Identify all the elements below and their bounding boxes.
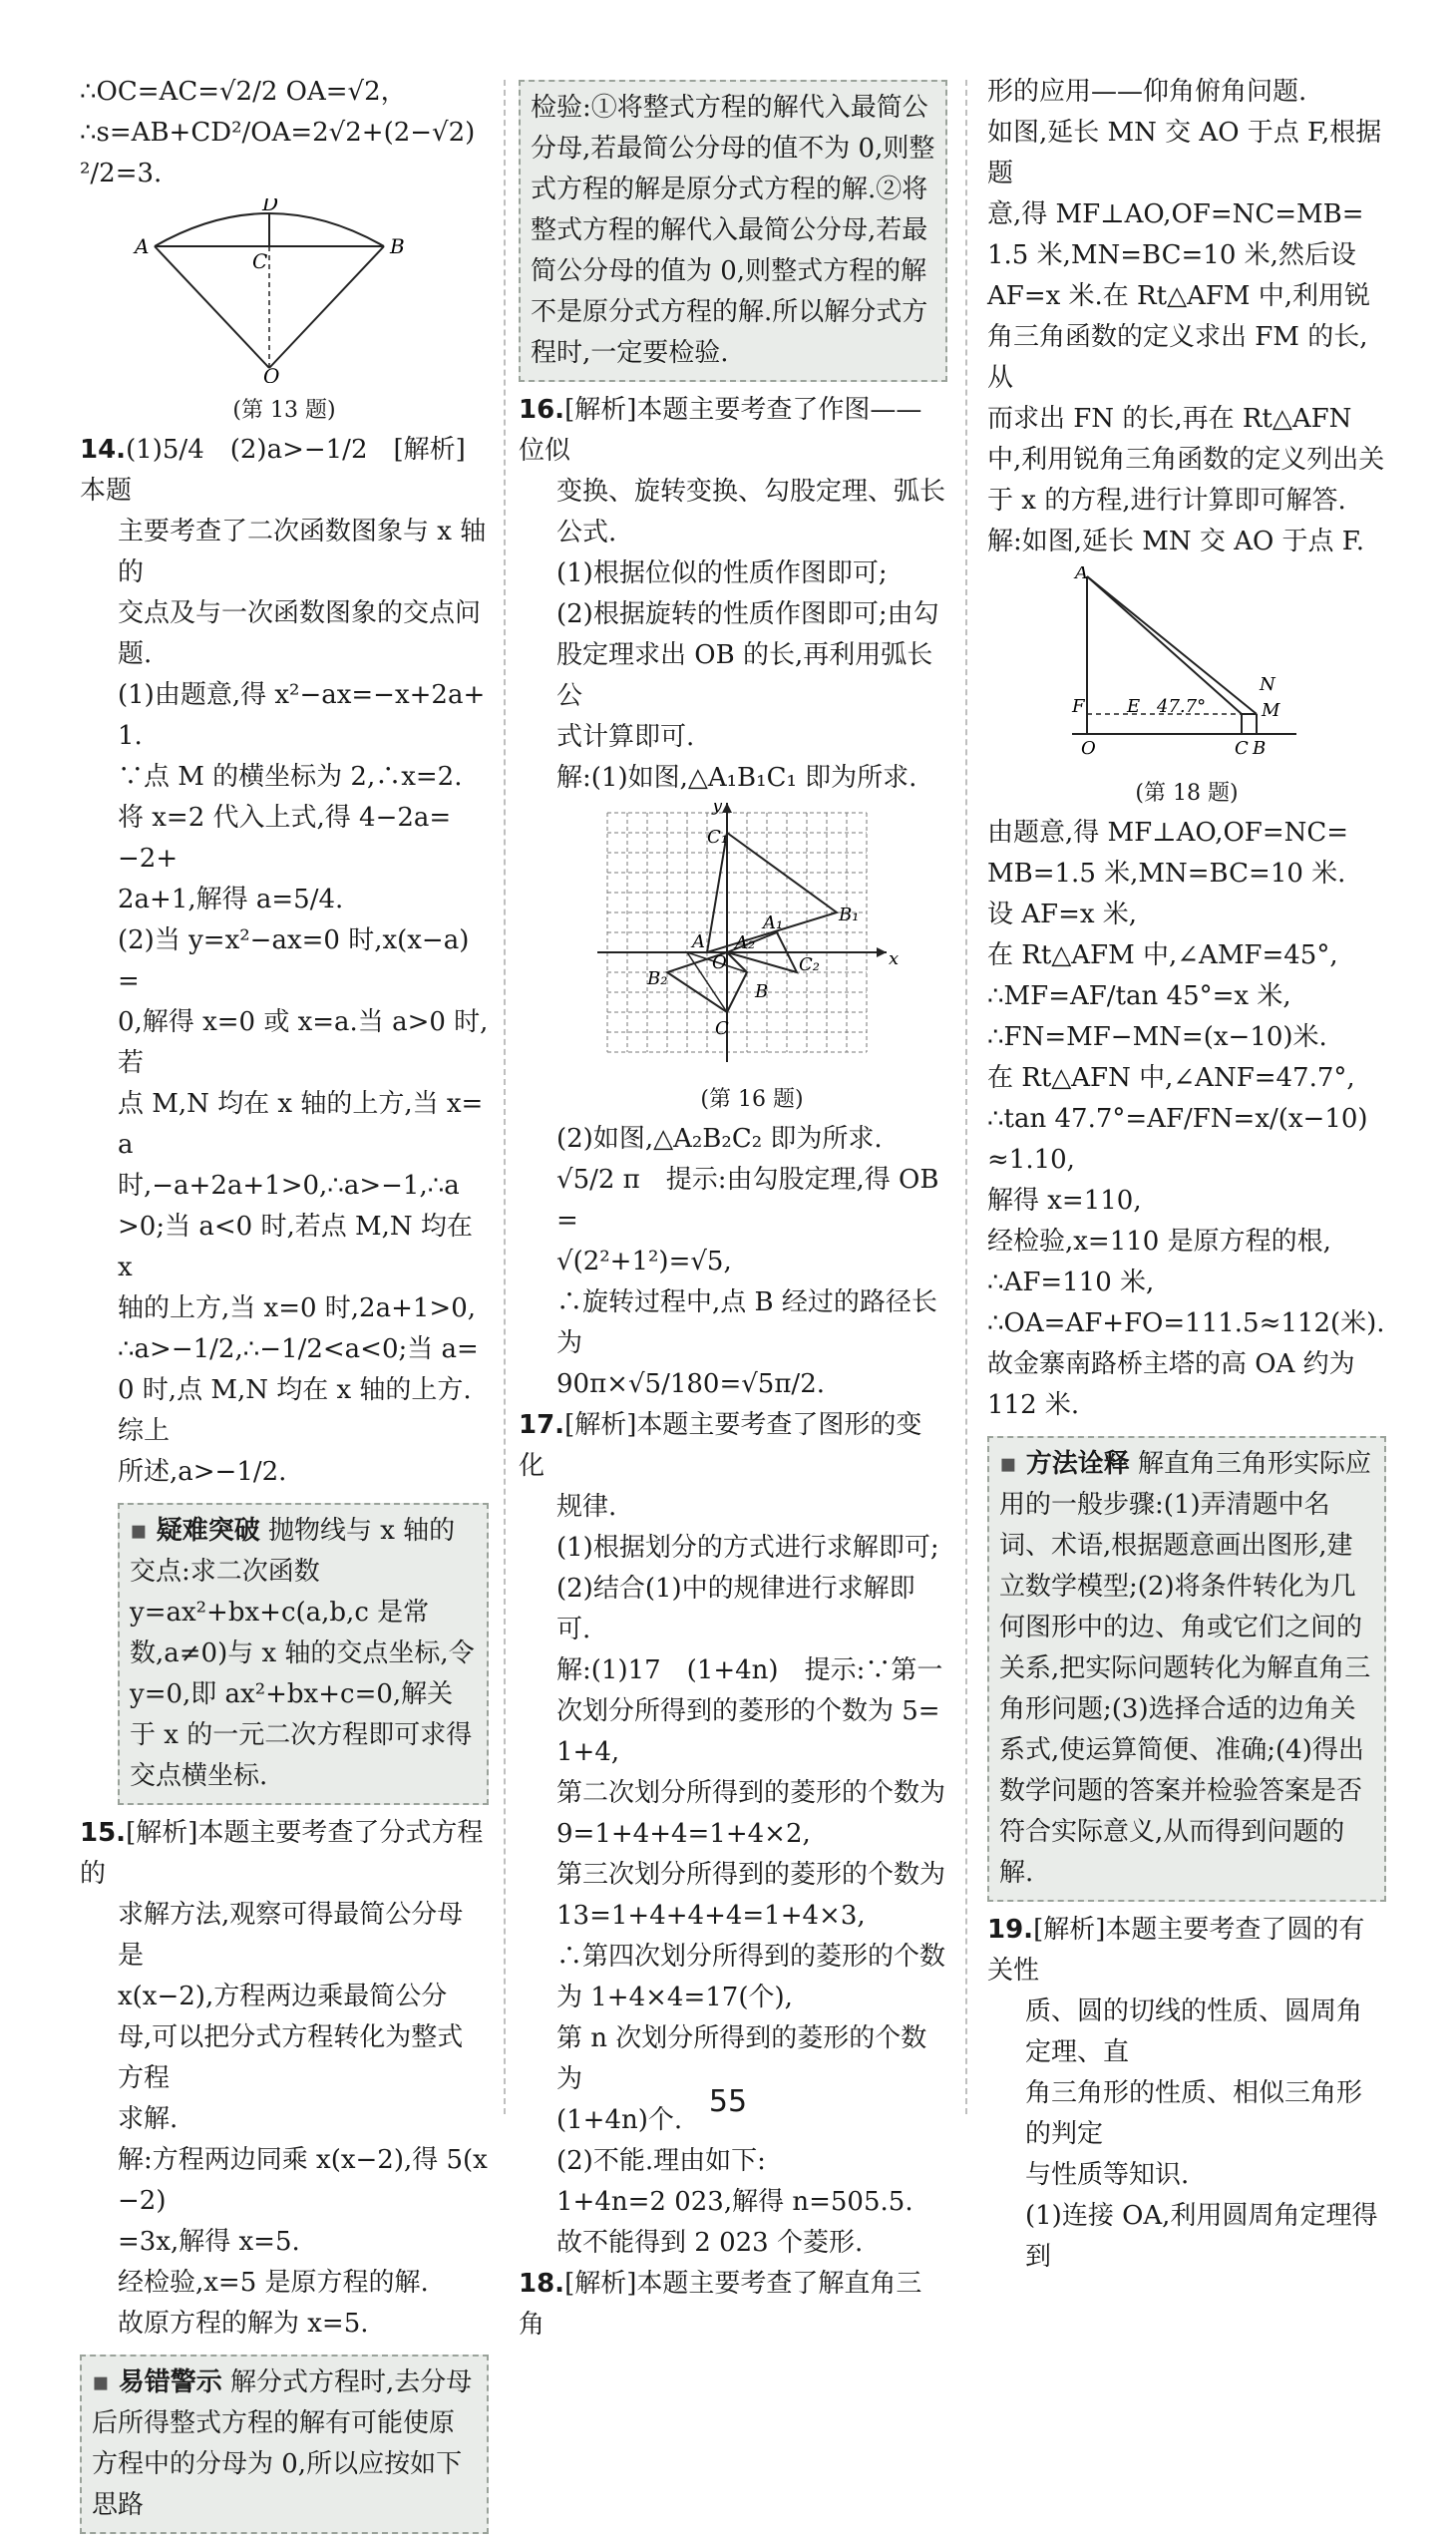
fig18-label: A [1075, 566, 1088, 583]
text-line: 0,解得 x=0 或 x=a.当 a>0 时,若 [118, 1007, 489, 1078]
fig16-label: A [692, 931, 705, 952]
tip-box-check [519, 80, 947, 382]
text-line: ∴FN=MF−MN=(x−10)米. [987, 1022, 1327, 1052]
text-line: 故原方程的解为 x=5. [118, 2309, 369, 2339]
fig16-label: B [755, 981, 769, 1002]
text-line: 变换、旋转变换、勾股定理、弧长公式. [556, 477, 946, 547]
tip-box-method [987, 1436, 1386, 1902]
fig18-label: 47.7° [1157, 696, 1207, 717]
figure-caption: (第 18 题) [1135, 781, 1239, 806]
question-15-head [80, 1813, 489, 1895]
text-line: AF=x 米.在 Rt△AFM 中,利用锐 [987, 281, 1371, 311]
text-line: 角三角形的性质、相似三角形的判定 [1025, 2078, 1363, 2149]
text-line: ∵点 M 的横坐标为 2,∴x=2. [118, 762, 463, 792]
text-line: 形的应用——仰角俯角问题. [987, 77, 1307, 107]
fig16-label: A₁ [763, 912, 784, 933]
text-line: =3x,解得 x=5. [118, 2227, 300, 2257]
fig13-label: B [390, 234, 405, 258]
fig18-label: N [1260, 674, 1275, 695]
fig13-label: A [135, 234, 150, 258]
column-divider-2 [965, 80, 967, 2114]
text-line: 经检验,x=5 是原方程的解. [118, 2268, 429, 2298]
question-number: 19. [987, 1915, 1034, 1945]
tip-box-text: 解分式方程时,去分母后所得整式方程的解有可能使原方程中的分母为 0,所以应按如下思路 [92, 2367, 473, 2520]
text-line: 主要考查了二次函数图象与 x 轴的 [118, 517, 487, 587]
figure-16-grid-diagram [587, 803, 916, 1072]
text-line: (1+4n)个. [556, 2105, 683, 2135]
text-line: ∴OA=AF+FO=111.5≈112(米). [987, 1308, 1385, 1338]
tip-box-text: 检验:①将整式方程的解代入最简公分母,若最简公分母的值不为 0,则整式方程的解是原分式方程的解.②将整式方程的解代入最简公分母,若最简公分母的值为 0,则整式方程的解不是原分式方程的解.所以解分式方程时,一定要检验. [531, 93, 935, 368]
text-line: 式计算即可. [556, 722, 695, 752]
text-line: 于 x 的方程,进行计算即可解答. [987, 486, 1346, 516]
text-line: 时,−a+2a+1>0,∴a>−1,∴a [118, 1171, 460, 1201]
text-line: ∴a>−1/2,∴−1/2<a<0;当 a= [118, 1334, 479, 1364]
text-line: 1+4, [556, 1737, 620, 1767]
fig13-label: D [262, 198, 279, 215]
text-line: 1.5 米,MN=BC=10 米,然后设 [987, 240, 1356, 270]
text-line: 90π×√5/180=√5π/2. [556, 1369, 826, 1399]
column-divider-1 [504, 80, 506, 2114]
fig13-label: C [252, 249, 268, 273]
tip-box-difficulty [118, 1503, 489, 1805]
text-line: (1)连接 OA,利用圆周角定理得到 [1025, 2201, 1378, 2272]
text-line: 由题意,得 MF⊥AO,OF=NC= [987, 818, 1349, 848]
text-line: (2)不能.理由如下: [556, 2146, 766, 2176]
text-line: 求解方法,观察可得最简公分母是 [118, 1900, 464, 1971]
text-line: ∴OC=AC=√2/2 OA=√2， [80, 77, 407, 107]
text-line: 在 Rt△AFM 中,∠AMF=45°, [987, 940, 1338, 970]
figure-13 [80, 198, 489, 426]
fig16-label: y [712, 803, 723, 816]
tip-box-text: 解直角三角形实际应用的一般步骤:(1)弄清题中名词、术语,根据题意画出图形,建立数学模型;(2)将条件转化为几何图形中的边、角或它们之间的关系,把实际问题转化为解直角三角形问题;(3)选择合适的边角关系式,使运算简便、准确;(4)得出数学问题的答案并检验答案是否符合实际意义,从而得到问题的解. [999, 1449, 1371, 1888]
fig18-label: M [1262, 700, 1280, 721]
text-line: (1)由题意,得 x²−ax=−x+2a+1. [118, 680, 486, 751]
q17-head-text: [解析]本题主要考查了图形的变化 [519, 1410, 922, 1481]
tip-box-title: ▪ 疑难突破 [130, 1516, 260, 1546]
text-line: 与性质等知识. [1025, 2160, 1190, 2190]
tip-box-text: 抛物线与 x 轴的交点:求二次函数 y=ax²+bx+c(a,b,c 是常数,a≠0)与 x 轴的交点坐标,令 y=0,即 ax²+bx+c=0,解关于 x 的一元二次方程即可求得交点横坐标. [130, 1516, 475, 1791]
text-line: 0 时,点 M,N 均在 x 轴的上方.综上 [118, 1375, 472, 1446]
text-line: 轴的上方,当 x=0 时,2a+1>0, [118, 1293, 477, 1323]
q14-head-text: (1)5/4 (2)a>−1/2 [解析]本题 [80, 435, 466, 506]
question-17-head [519, 1405, 947, 1487]
text-line: 规律. [556, 1492, 617, 1522]
text-line: 次划分所得到的菱形的个数为 5= [556, 1696, 940, 1726]
text-line: 角三角函数的定义求出 FM 的长,从 [987, 322, 1368, 393]
text-line: ∴AF=110 米, [987, 1268, 1155, 1297]
q16-head-text: [解析]本题主要考查了作图——位似 [519, 395, 922, 466]
text-line: 9=1+4+4=1+4×2, [556, 1819, 811, 1849]
text-line: 交点及与一次函数图象的交点问题. [118, 598, 482, 669]
fig13-label: O [263, 364, 280, 383]
q18-head-text: [解析]本题主要考查了解直角三角 [519, 2269, 922, 2340]
text-line: x(x−2),方程两边乘最简公分 [118, 1982, 448, 2011]
text-line: ∴tan 47.7°=AF/FN=x/(x−10)≈1.10, [987, 1104, 1368, 1175]
page-number: 55 [708, 2084, 748, 2119]
text-line: (1)根据位似的性质作图即可; [556, 558, 888, 588]
fig16-label: C₂ [799, 954, 820, 975]
text-line: >0;当 a<0 时,若点 M,N 均在 x [118, 1212, 473, 1282]
text-line: (2)当 y=x²−ax=0 时,x(x−a)= [118, 925, 470, 996]
figure-16 [519, 803, 947, 1115]
fig18-label: E [1127, 696, 1141, 717]
question-14-head [80, 430, 489, 512]
text-line: 故金寨南路桥主塔的高 OA 约为 [987, 1349, 1355, 1379]
fig18-label: O [1081, 738, 1096, 759]
figure-18-diagram [1057, 566, 1316, 766]
fig16-label: B₁ [839, 905, 860, 925]
text-line: 意,得 MF⊥AO,OF=NC=MB= [987, 199, 1364, 229]
text-line: (2)结合(1)中的规律进行求解即可. [556, 1574, 915, 1644]
question-16-head [519, 390, 947, 472]
text-line: 解得 x=110, [987, 1186, 1142, 1216]
text-line: 故不能得到 2 023 个菱形. [556, 2228, 864, 2258]
text-line: 13=1+4+4+4=1+4×3, [556, 1901, 866, 1931]
text-line: 解:(1)如图,△A₁B₁C₁ 即为所求. [556, 763, 917, 793]
text-line: 112 米. [987, 1390, 1080, 1420]
text-line: 所述,a>−1/2. [118, 1457, 287, 1487]
figure-caption: (第 13 题) [232, 398, 336, 423]
fig16-label: B₂ [647, 968, 668, 989]
tip-box-warning [80, 2355, 489, 2534]
question-19-head [987, 1910, 1386, 1992]
fig18-label: C [1235, 738, 1249, 759]
fig16-label: x [889, 948, 900, 969]
text-line: 如图,延长 MN 交 AO 于点 F,根据题 [987, 118, 1382, 188]
fig16-label: C₁ [707, 827, 728, 848]
column-2 [519, 80, 947, 2346]
text-line: ∴MF=AF/tan 45°=x 米, [987, 981, 1291, 1011]
text-line: 而求出 FN 的长,再在 Rt△AFN [987, 404, 1352, 434]
text-line: (1)根据划分的方式进行求解即可; [556, 1533, 939, 1563]
text-line: 解:方程两边同乘 x(x−2),得 5(x−2) [118, 2145, 488, 2216]
text-line: 中,利用锐角三角函数的定义列出关 [987, 445, 1385, 475]
text-line: ∴s=AB+CD²/OA=2√2+(2−√2)²/2=3. [80, 118, 476, 188]
text-line: 解:(1)17 (1+4n) 提示:∵第一 [556, 1655, 943, 1685]
text-line: ∴旋转过程中,点 B 经过的路径长为 [556, 1287, 937, 1358]
text-line: 求解. [118, 2104, 179, 2134]
text-line: 第二次划分所得到的菱形的个数为 [556, 1778, 946, 1808]
text-line: √5/2 π 提示:由勾股定理,得 OB= [556, 1165, 939, 1236]
figure-18 [987, 566, 1386, 809]
fig16-label: O [712, 952, 727, 973]
text-line: 为 1+4×4=17(个), [556, 1983, 793, 2012]
text-line: 1+4n=2 023,解得 n=505.5. [556, 2187, 913, 2217]
text-line: 经检验,x=110 是原方程的根, [987, 1227, 1331, 1257]
text-line: √(2²+1²)=√5, [556, 1247, 732, 1276]
tip-box-title: ▪ 方法诠释 [999, 1449, 1130, 1479]
question-number: 17. [519, 1410, 565, 1440]
text-line: 股定理求出 OB 的长,再利用弧长公 [556, 640, 933, 711]
question-number: 14. [80, 435, 127, 465]
question-number: 16. [519, 395, 565, 425]
fig16-label: A₂ [735, 932, 756, 953]
text-line: ∴第四次划分所得到的菱形的个数 [556, 1942, 946, 1972]
question-number: 18. [519, 2269, 565, 2299]
text-line: (2)根据旋转的性质作图即可;由勾 [556, 599, 939, 629]
question-number: 15. [80, 1818, 127, 1848]
text-line: 在 Rt△AFN 中,∠ANF=47.7°, [987, 1063, 1355, 1093]
text-line: 第三次划分所得到的菱形的个数为 [556, 1860, 946, 1890]
fig16-label: C [715, 1018, 729, 1039]
q19-head-text: [解析]本题主要考查了圆的有关性 [987, 1915, 1365, 1986]
text-line: 2a+1,解得 a=5/4. [118, 885, 344, 914]
text-line: 第 n 次划分所得到的菱形的个数为 [556, 2023, 927, 2094]
figure-13-diagram [125, 198, 444, 383]
text-line: 设 AF=x 米, [987, 900, 1138, 929]
fig18-label: B [1253, 738, 1267, 759]
text-line: 母,可以把分式方程转化为整式方程 [118, 2022, 464, 2093]
figure-caption: (第 16 题) [700, 1087, 804, 1112]
column-3 [987, 72, 1386, 2278]
text-line: 点 M,N 均在 x 轴的上方,当 x=a [118, 1089, 484, 1160]
text-line: 将 x=2 代入上式,得 4−2a=−2+ [118, 803, 452, 874]
question-18-head [519, 2264, 947, 2346]
q15-head-text: [解析]本题主要考查了分式方程的 [80, 1818, 484, 1889]
text-line: 解:如图,延长 MN 交 AO 于点 F. [987, 527, 1365, 556]
column-1 [80, 72, 489, 2542]
text-line: 质、圆的切线的性质、圆周角定理、直 [1025, 1997, 1363, 2067]
text-line: (2)如图,△A₂B₂C₂ 即为所求. [556, 1124, 883, 1154]
tip-box-title: ▪ 易错警示 [92, 2367, 222, 2397]
fig18-label: F [1072, 696, 1085, 717]
text-line: MB=1.5 米,MN=BC=10 米. [987, 859, 1346, 889]
